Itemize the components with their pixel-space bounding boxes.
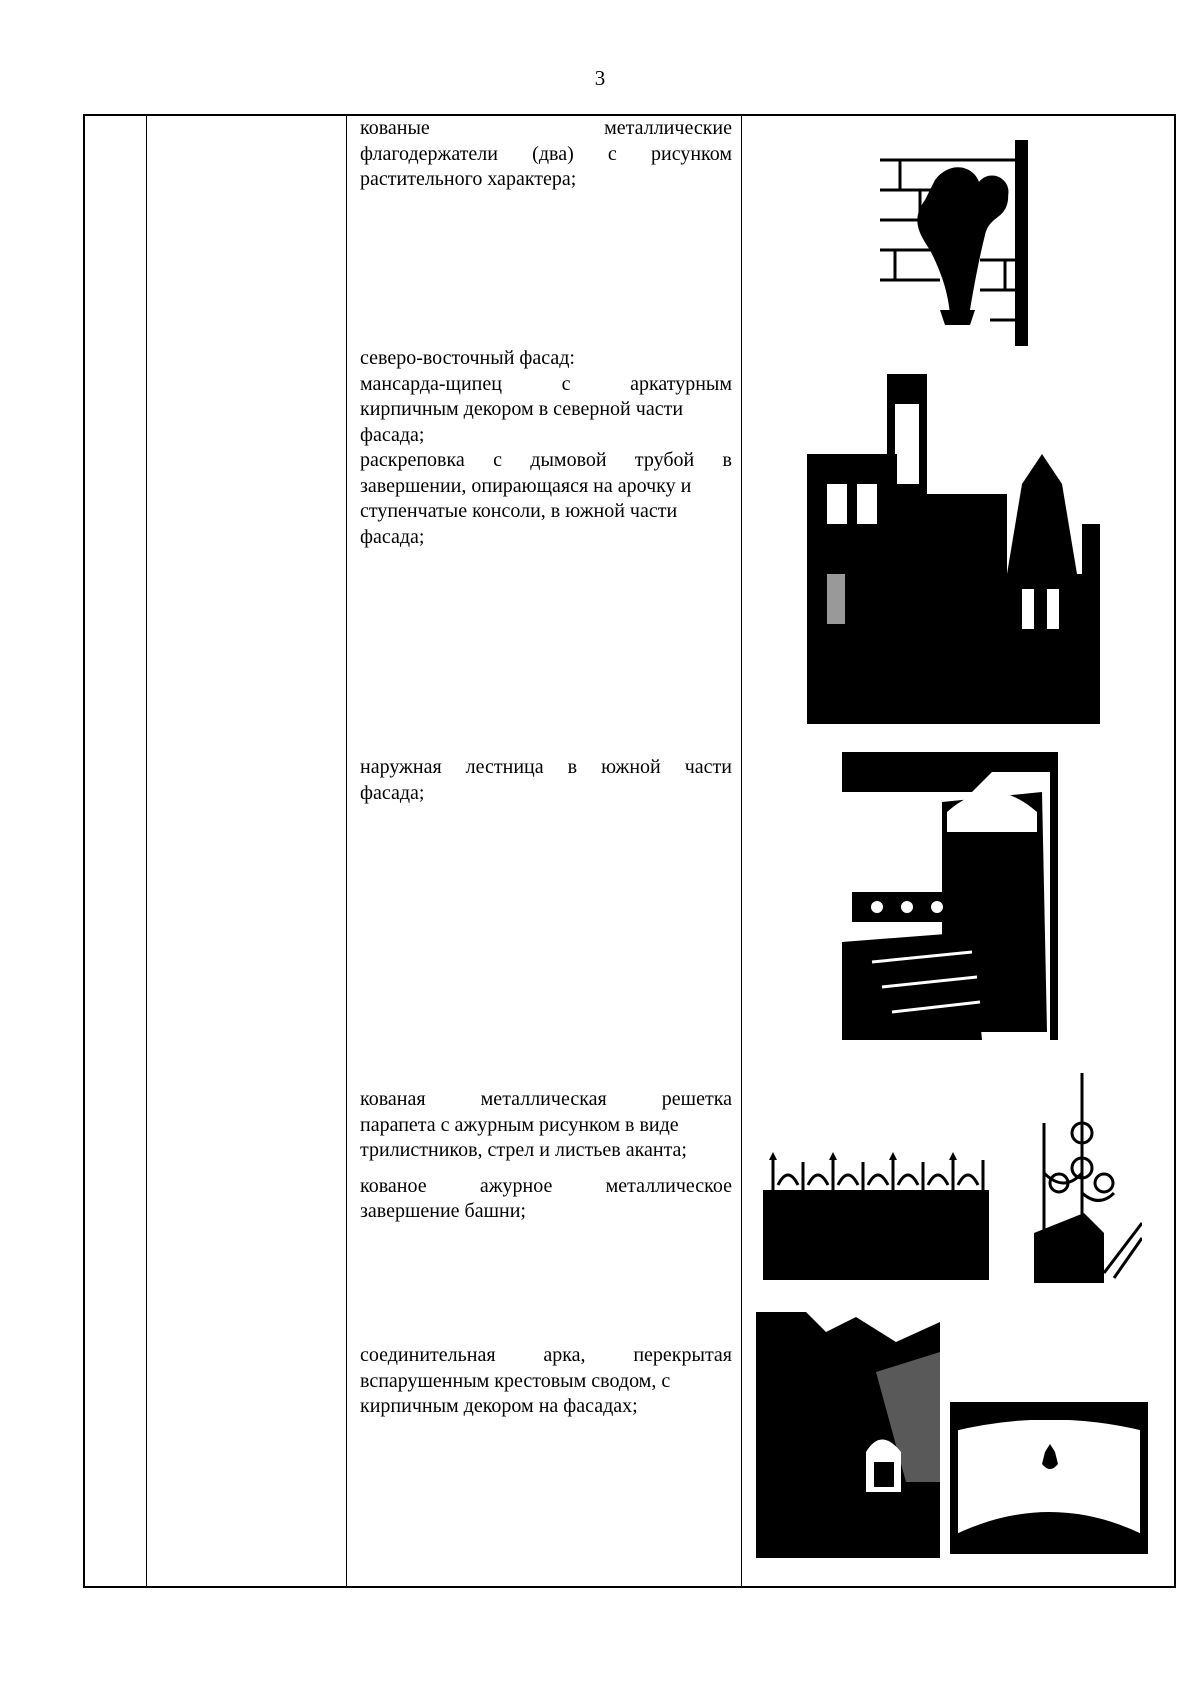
description-line: северо-восточный фасад: — [360, 347, 575, 369]
description-line: кованые металлические — [360, 117, 732, 139]
northeast-facade-photo — [807, 374, 1100, 724]
description-line: кирпичным декором на фасадах; — [360, 1395, 638, 1417]
connecting-arch-photo — [756, 1312, 940, 1558]
description-line: ступенчатые консоли, в южной части — [360, 500, 678, 522]
description-line: завершении, опирающаяся на арочку и — [360, 474, 692, 497]
description-line: кованое ажурное металлическое — [360, 1174, 732, 1197]
parapet-grille-photo — [763, 1150, 989, 1280]
description-line: трилистников, стрел и листьев аканта; — [360, 1139, 687, 1161]
description-line: раскреповка с дымовой трубой в — [360, 449, 732, 471]
column-divider — [346, 114, 347, 1588]
description-spacer — [360, 1164, 732, 1174]
description-line: завершение башни; — [360, 1200, 526, 1222]
row-5-description — [360, 1343, 732, 1420]
row-3-description — [360, 755, 732, 806]
description-line: фасада; — [360, 423, 425, 446]
column-divider — [741, 114, 742, 1588]
description-line: кованая металлическая решетка — [360, 1088, 732, 1110]
description-line: наружная лестница в южной части — [360, 756, 732, 778]
exterior-staircase-photo — [842, 752, 1058, 1040]
cross-vault-photo — [950, 1402, 1148, 1554]
description-line: кирпичным декором в северной части — [360, 398, 684, 420]
description-line: растительного характера; — [360, 168, 577, 190]
row-1-description — [360, 116, 732, 193]
description-line: флагодержатели (два) с рисунком — [360, 142, 732, 165]
description-line: мансарда-щипец с аркатурным — [360, 372, 732, 395]
description-line: парапета с ажурным рисунком в виде — [360, 1113, 679, 1136]
page-number: 3 — [594, 66, 606, 90]
description-line: соединительная арка, перекрытая — [360, 1344, 732, 1366]
row-2-description — [360, 346, 732, 550]
description-line: фасада; — [360, 525, 425, 548]
flag-holder-photo — [880, 140, 1028, 346]
column-divider — [146, 114, 147, 1588]
description-line: вспарушенным крестовым сводом, с — [360, 1369, 671, 1392]
description-line: фасада; — [360, 781, 425, 804]
row-4-description — [360, 1087, 732, 1225]
tower-finial-photo — [1024, 1073, 1142, 1283]
